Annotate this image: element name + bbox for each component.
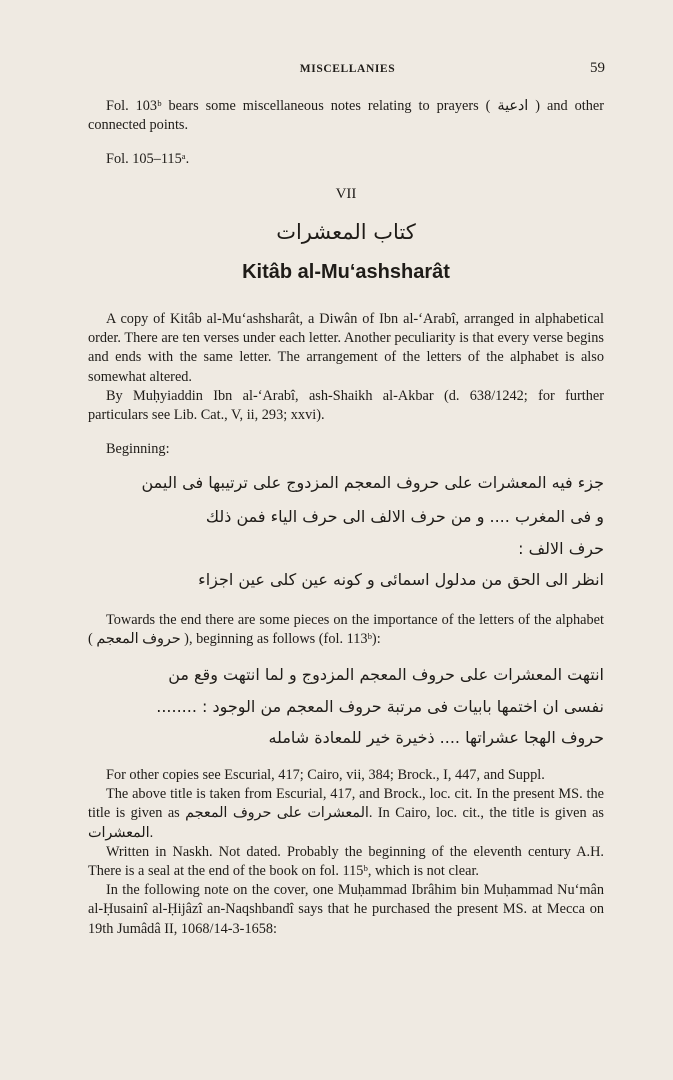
section-number: VII bbox=[335, 186, 357, 202]
description-paragraph-2: By Muḥyiaddin Ibn al-‘Arabî, ash-Shaikh al-Akbar (d. 638/1242; for further particulars see Lib. Cat., V, ii, 293; xxvi). bbox=[88, 387, 604, 424]
paragraph-fol105 bbox=[88, 150, 604, 169]
description bbox=[88, 310, 604, 425]
description-paragraph-1: A copy of Kitâb al-Mu‘ashsharât, a Diwân of Ibn al-‘Arabî, arranged in alphabetical order. There are ten verses under each letter. Another peculiarity is that every verse begins and ends with the same letter. The arrangement of the letters of the alphabet is also somewhat altered. bbox=[88, 311, 604, 385]
end-arabic-line-3: حروف الهجا عشراتها .... ذخيرة خير للمعادة شامله bbox=[268, 728, 604, 747]
written-note: Written in Naskh. Not dated. Probably the beginning of the eleventh century A.H. There is a seal at the end of the book on fol. 115ᵇ, which is not clear. bbox=[88, 843, 604, 880]
beginning-label: Beginning: bbox=[106, 441, 170, 457]
arabic-title: كتاب المعشرات bbox=[276, 220, 416, 244]
end-arabic-line-2: نفسى ان اختمها بابيات فى مرتبة حروف المعجم من الوجود : ........ bbox=[156, 697, 604, 716]
notes-block bbox=[88, 766, 604, 939]
running-title: MISCELLANIES bbox=[299, 63, 396, 75]
running-header bbox=[90, 60, 605, 80]
other-copies: For other copies see Escurial, 417; Cairo, vii, 384; Brock., I, 447, and Suppl. bbox=[106, 767, 545, 783]
book-title: Kitâb al-Mu‘ashsharât bbox=[242, 261, 450, 283]
beginning-arabic-line-2: و فى المغرب .... و من حرف الالف الى حرف الياء فمن ذلك bbox=[205, 507, 604, 526]
page-number: 59 bbox=[590, 60, 605, 76]
fol103-text: Fol. 103ᵇ bears some miscellaneous notes relating to prayers ( ادعية ) and other connected points. bbox=[88, 98, 604, 134]
end-arabic-line-1: انتهت المعشرات على حروف المعجم المزدوج و لما انتهت وقع من bbox=[168, 665, 604, 684]
towards-end-block bbox=[88, 611, 604, 649]
beginning-arabic-line-1: جزء فيه المعشرات على حروف المعجم المزدوج على ترتيبها فى اليمن bbox=[141, 473, 604, 492]
beginning-arabic-line-3: حرف الالف : bbox=[518, 539, 604, 558]
cover-note: In the following note on the cover, one Muḥammad Ibrâhim bin Muḥammad Nu‘mân al-Ḥusainî al-Ḥijâzî an-Naqshbandî says that he purchased the present MS. at Mecca on 19th Jumâdâ II, 1068/14-3-1658: bbox=[88, 882, 604, 937]
title-note: The above title is taken from Escurial, 417, and Brock., loc. cit. In the present MS. the title is given as المعشرات على حروف المعجم. In Cairo, loc. cit., the title is given as المعشرات. bbox=[88, 786, 604, 841]
beginning-arabic-line-4: انظر الى الحق من مدلول اسمائى و كونه عين كلى عين اجزاء bbox=[198, 570, 604, 589]
beginning-label-block bbox=[88, 440, 604, 459]
paragraph-fol103 bbox=[88, 97, 604, 135]
towards-end-text: Towards the end there are some pieces on the importance of the letters of the alphabet ( حروف المعجم ), beginning as follows (fol. 113ᵇ): bbox=[88, 612, 604, 648]
fol105-text: Fol. 105–115ᵃ. bbox=[106, 151, 190, 167]
